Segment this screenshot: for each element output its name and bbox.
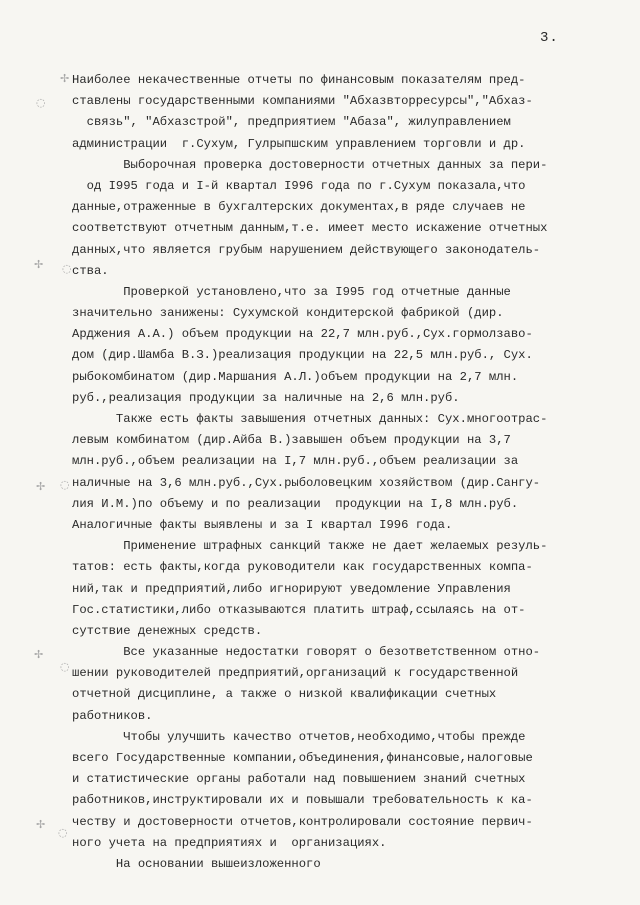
text-line: Чтобы улучшить качество отчетов,необходимо,чтобы прежде [72,729,526,744]
text-line: ного учета на предприятиях и организациях. [72,835,387,850]
text-line: татов: есть факты,когда руководители как государственных компа- [72,560,533,575]
text-line: всего Государственные компании,объединения,финансовые,налоговые [72,751,533,765]
text-line: левым комбинатом (дир.Айба В.)завышен объем продукции на 3,7 [72,433,511,448]
text-line: руб.,реализация продукции за наличные на 2,6 млн.руб. [72,390,460,405]
text-line: од I995 года и I-й квартал I996 года по г.Сухум показала,что [72,178,526,193]
text-line: Применение штрафных санкций также не дает желаемых резуль- [72,539,548,554]
text-line: значительно занижены: Сухумской кондитерской фабрикой (дир. [72,306,504,321]
page-number: 3. [540,30,559,46]
text-line: На основании вышеизложенного [72,856,321,871]
text-line: ний,так и предприятий,либо игнорируют уведомление Управления [72,581,511,596]
text-line: данные,отраженные в бухгалтерских документах,в ряде случаев не [72,200,526,215]
punch-hole-mark: ◌ [62,262,72,275]
text-line: Проверкой установлено,что за I995 год отчетные данные [72,284,511,299]
punch-hole-mark: ◌ [60,660,70,673]
text-line: и статистические органы работали над повышением знаний счетных [72,772,526,787]
punch-hole-mark: ✢ [36,818,46,831]
punch-hole-mark: ◌ [60,478,70,491]
text-line: млн.руб.,объем реализации на I,7 млн.руб.,объем реализации за [72,454,519,469]
punch-hole-mark: ✢ [34,648,44,661]
text-line: работников,инструктировали их и повышали требовательность к ка- [72,793,533,808]
punch-hole-mark: ✢ [34,258,44,271]
text-line: сутствие денежных средств. [72,623,263,638]
text-line: данных,что является грубым нарушением действующего законодатель- [72,242,541,257]
text-line: дом (дир.Шамба В.З.)реализация продукции на 22,5 млн.руб., Сух. [72,348,533,363]
punch-hole-mark: ◌ [36,96,46,109]
text-line: администрации г.Сухум, Гулрыпшским управлением торговли и др. [72,136,526,151]
text-line: отчетной дисциплине, а также о низкой квалификации счетных [72,687,497,702]
punch-hole-mark: ◌ [58,826,68,839]
text-line: связь", "Абхазстрой", предприятием "Абаза", жилуправлением [72,115,511,130]
text-line: Гос.статистики,либо отказываются платить штраф,ссылаясь на от- [72,602,526,617]
punch-hole-mark: ✢ [60,72,70,85]
text-line: Арджения А.А.) объем продукции на 22,7 млн.руб.,Сух.гормолзаво- [72,327,533,342]
text-line: Выборочная проверка достоверности отчетных данных за пери- [72,157,548,172]
text-line: честву и достоверности отчетов,контролировали состояние первич- [72,814,533,829]
text-line: работников. [72,708,153,723]
text-line: Аналогичные факты выявлены и за I квартал I996 года. [72,517,453,532]
text-line: ства. [72,263,109,278]
text-line: лия И.М.)по объему и по реализации продукции на I,8 млн.руб. [72,496,519,511]
text-line: Также есть факты завышения отчетных данных: Сух.многоотрас- [72,412,548,426]
document-body [72,70,632,875]
text-line: ставлены государственными компаниями "Абхазвторресурсы","Абхаз- [72,94,533,109]
text-line: соответствуют отчетным данным,т.е. имеет место искажение отчетных [72,221,548,236]
text-line: наличные на 3,6 млн.руб.,Сух.рыболовецким хозяйством (дир.Сангу- [72,475,541,490]
text-line: Все указанные недостатки говорят о безответственном отно- [72,645,541,660]
text-line: рыбокомбинатом (дир.Маршания А.Л.)объем продукции на 2,7 млн. [72,369,519,384]
text-line: шении руководителей предприятий,организаций к государственной [72,666,519,681]
punch-hole-mark: ✢ [36,480,46,493]
text-line: Наиболее некачественные отчеты по финансовым показателям пред- [72,73,526,87]
